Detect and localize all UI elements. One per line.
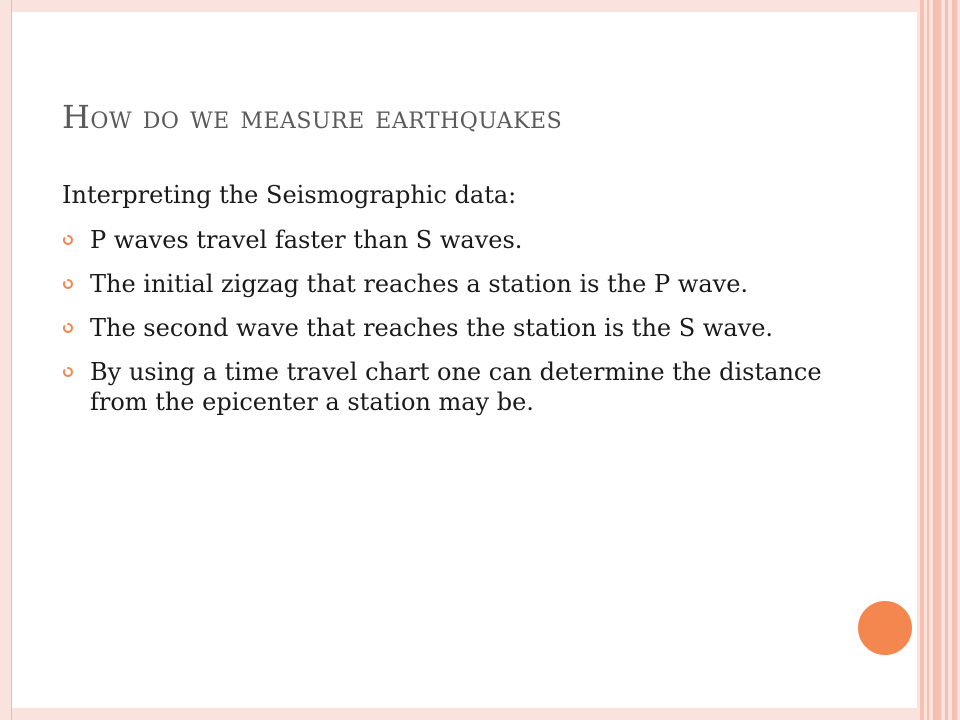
bottom-border-decoration	[12, 708, 917, 720]
bullet-item	[62, 357, 822, 417]
bullet-text: By using a time travel chart one can determine the distance from the epicenter a station may be.	[90, 358, 822, 416]
open-circle-bullet-icon	[62, 234, 74, 246]
orange-circle-decoration	[856, 599, 914, 657]
right-stripe	[945, 0, 948, 720]
open-circle-bullet-icon	[62, 366, 74, 378]
open-circle-bullet-icon	[62, 278, 74, 290]
bullet-text: The initial zigzag that reaches a station is the P wave.	[90, 270, 749, 298]
right-stripe	[952, 0, 957, 720]
intro-text: Interpreting the Seismographic data:	[62, 181, 517, 209]
top-border-decoration	[12, 0, 917, 12]
bullet-item	[62, 313, 822, 343]
bullet-item	[62, 225, 822, 255]
bullet-item	[62, 269, 822, 299]
title-divider	[58, 150, 878, 151]
left-border-decoration	[0, 0, 12, 720]
bullet-text: P waves travel faster than S waves.	[90, 226, 523, 254]
right-stripe	[927, 0, 929, 720]
right-stripe	[933, 0, 941, 720]
right-stripes-decoration	[917, 0, 960, 720]
slide-title: How do we measure earthquakes	[62, 98, 563, 136]
right-stripe	[920, 0, 924, 720]
open-circle-bullet-icon	[62, 322, 74, 334]
bullet-text: The second wave that reaches the station is the S wave.	[90, 314, 774, 342]
bullet-list	[62, 225, 822, 431]
